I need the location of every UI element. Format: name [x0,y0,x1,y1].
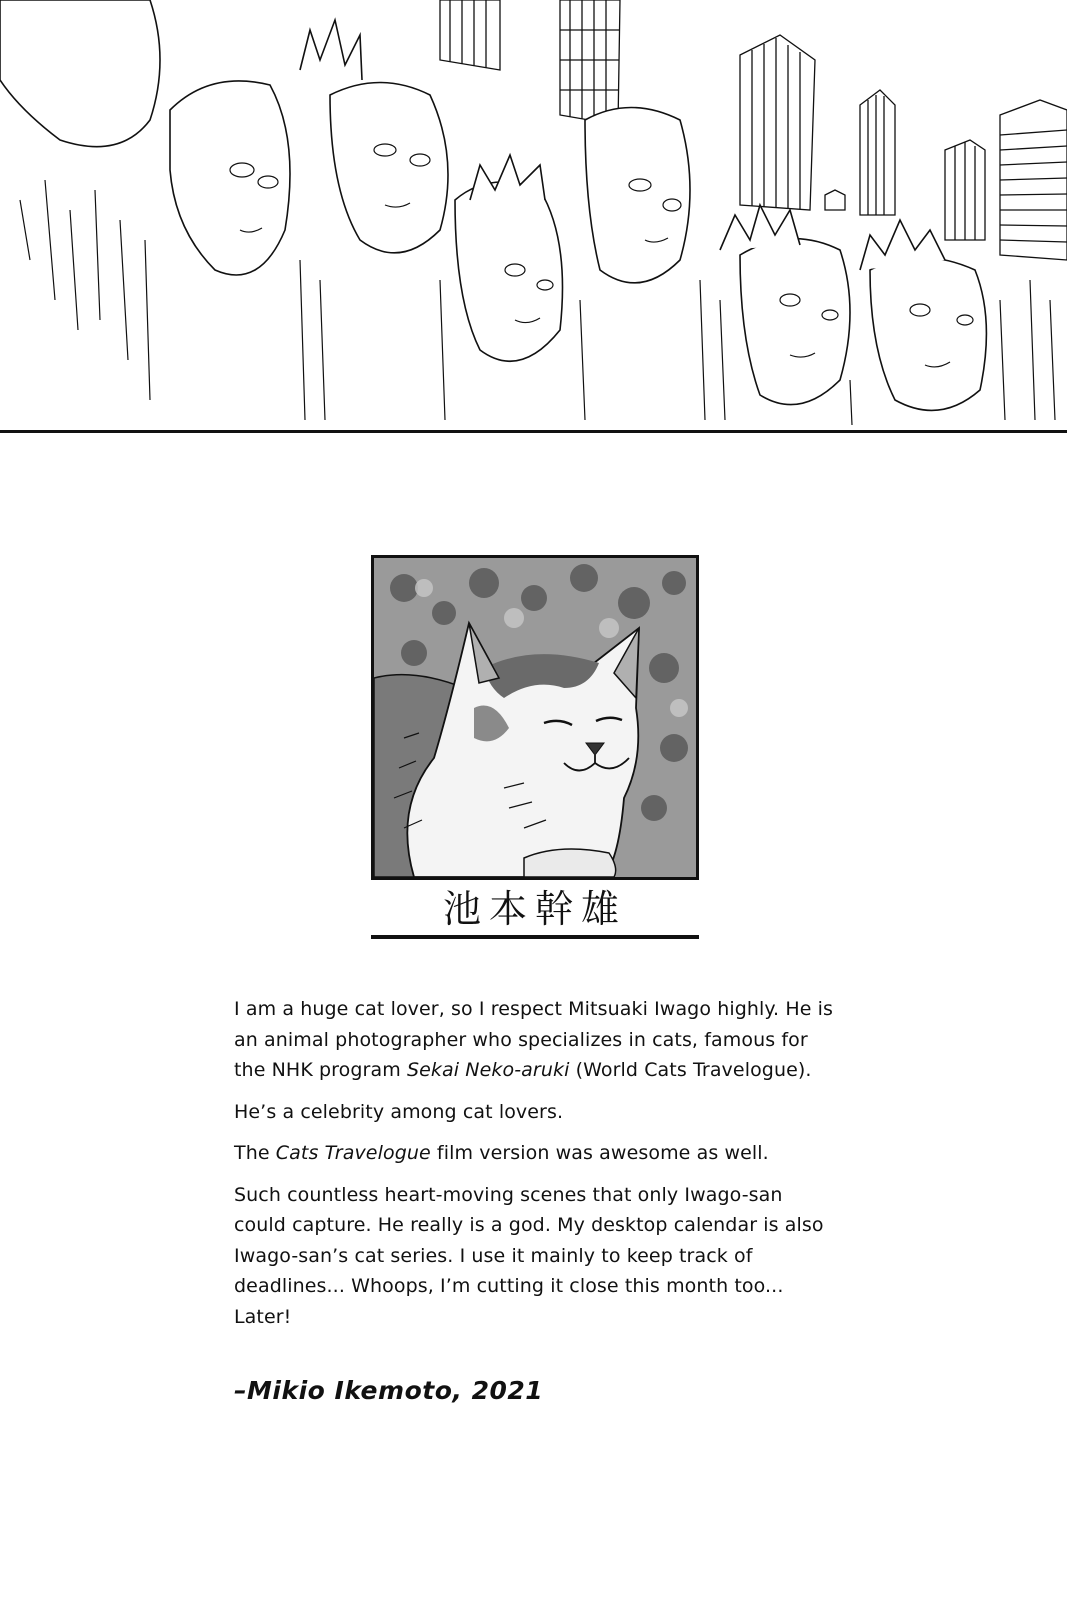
program-title-italic: Sekai Neko-aruki [406,1059,570,1081]
film-title-italic: Cats Travelogue [275,1142,431,1164]
note-text: (World Cats Travelogue). [569,1059,812,1081]
note-text: He’s a celebrity among cat lovers. [234,1100,564,1123]
author-name-underline [371,935,699,939]
note-paragraph [234,994,834,1086]
author-signature: –Mikio Ikemoto, 2021 [234,1376,544,1405]
note-text: The [234,1142,276,1164]
panel-border-line [0,430,1067,433]
note-text: Such countless heart-moving scenes that only Iwago-san could capture. He really is a god. My desktop calendar is also Iwago-san’s cat series. I use it mainly to keep track of deadlines... Whoops, I’m cutting it close this month too... Later! [234,1183,824,1328]
note-text: I am a huge cat lover, so I respect Mitsuaki Iwago highly. He is an animal photographer who specializes in cats, famous for the NHK program [234,998,834,1081]
cat-illustration [374,558,696,877]
author-note [234,994,834,1343]
note-paragraph [234,1097,834,1128]
crowd-skyline-illustration [0,0,1067,432]
note-paragraph [234,1138,834,1169]
note-paragraph [234,1180,834,1333]
author-portrait-cat [371,555,699,880]
note-text: film version was awesome as well. [430,1142,769,1164]
author-name-kanji: 池本幹雄 [442,887,627,931]
manga-panel-crowd-skyline [0,0,1067,432]
